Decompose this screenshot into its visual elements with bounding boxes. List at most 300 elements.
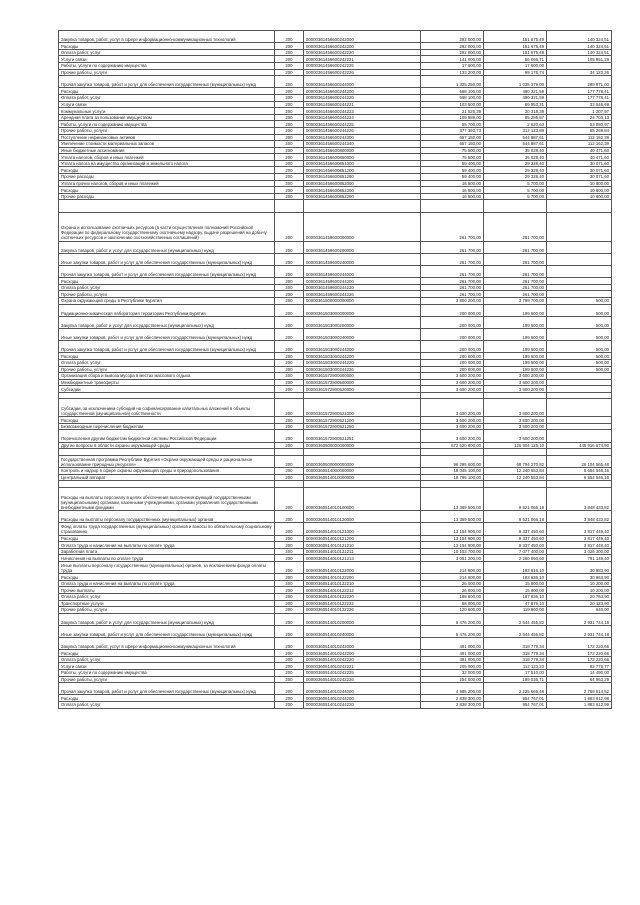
row-kbk-cell: 00000361456600244000	[304, 76, 421, 88]
unexecuted-amount-cell: 33 546,69	[547, 101, 612, 108]
executed-amount-cell: 3 600 200,00	[484, 379, 547, 386]
table-row	[59, 542, 612, 549]
unexecuted-amount-cell: 3 848 433,82	[547, 511, 612, 523]
row-kbk-cell: 00000361459600000000	[304, 212, 421, 241]
approved-amount-cell: 3 600 200,00	[421, 430, 484, 442]
row-name-cell: Расходы на выплаты персоналу государственных (муниципальных) органов	[59, 511, 275, 523]
row-name-cell: Закупка товаров, работ, услуг в сфере информационно-коммуникационных технологий	[59, 31, 275, 43]
row-name-cell: Уплата прочих налогов, сборов и иных платежей	[59, 180, 275, 187]
executed-amount-cell: 29 328,40	[484, 174, 547, 181]
unexecuted-amount-cell	[547, 449, 612, 456]
row-name-cell	[59, 449, 275, 456]
table-row	[59, 43, 612, 50]
executed-amount-cell: 3 600 200,00	[484, 386, 547, 393]
row-name-cell: Прочие работы, услуги	[59, 127, 275, 134]
row-kbk-cell	[304, 481, 421, 488]
row-code-cell: 200	[275, 69, 304, 76]
row-code-cell: 200	[275, 625, 304, 637]
row-name-cell	[59, 392, 275, 399]
row-name-cell: Услуги связи	[59, 663, 275, 670]
row-kbk-cell: 00000361503000200000	[304, 316, 421, 328]
row-code-cell: 200	[275, 56, 304, 63]
table-row	[59, 291, 612, 298]
row-kbk-cell	[304, 200, 421, 212]
unexecuted-amount-cell: 30 071,60	[547, 160, 612, 167]
approved-amount-cell: 3 600 200,00	[421, 417, 484, 424]
row-code-cell: 200	[275, 114, 304, 121]
unexecuted-amount-cell: 64 963,29	[547, 676, 612, 683]
row-name-cell: Межбюджетные трансферты	[59, 379, 275, 386]
unexecuted-amount-cell: 10 800,00	[547, 187, 612, 194]
row-name-cell: Прочие работы, услуги	[59, 607, 275, 614]
executed-amount-cell: 318 779,34	[484, 650, 547, 657]
executed-amount-cell: 151 675,49	[484, 49, 547, 56]
unexecuted-amount-cell: 2 759 514,52	[547, 683, 612, 695]
unexecuted-amount-cell: 177 778,41	[547, 88, 612, 95]
row-code-cell: 200	[275, 561, 304, 573]
row-kbk-cell: 00000360514010122226	[304, 607, 421, 614]
approved-amount-cell: 261 700,00	[421, 253, 484, 265]
row-code-cell: 200	[275, 455, 304, 467]
row-code-cell: 200	[275, 141, 304, 148]
unexecuted-amount-cell: 3 817 449,40	[547, 542, 612, 549]
table-body	[59, 31, 612, 709]
table-row	[59, 613, 612, 625]
executed-amount-cell: 29 328,40	[484, 167, 547, 174]
approved-amount-cell: 13 369 500,00	[421, 487, 484, 510]
row-code-cell: 200	[275, 683, 304, 695]
approved-amount-cell: 188 600,00	[421, 593, 484, 600]
executed-amount-cell: 261 700,00	[484, 241, 547, 253]
table-row	[59, 423, 612, 430]
table-row	[59, 468, 612, 475]
approved-amount-cell: 75 500,00	[421, 154, 484, 161]
unexecuted-amount-cell: 172 220,66	[547, 650, 612, 657]
unexecuted-amount-cell	[547, 284, 612, 291]
table-row	[59, 600, 612, 607]
row-kbk-cell: 00000361456600851200	[304, 167, 421, 174]
table-row	[59, 187, 612, 194]
unexecuted-amount-cell: 500,00	[547, 366, 612, 373]
row-kbk-cell: 00000361456600242226	[304, 69, 421, 76]
row-name-cell: Расходы	[59, 650, 275, 657]
row-name-cell: Расходы	[59, 574, 275, 581]
unexecuted-amount-cell: 1 883 612,99	[547, 702, 612, 709]
table-row	[59, 253, 612, 265]
table-row	[59, 430, 612, 442]
row-kbk-cell: 00000361456600244223	[304, 108, 421, 115]
row-kbk-cell: 00000360514010121213	[304, 555, 421, 562]
unexecuted-amount-cell: 14 490,00	[547, 670, 612, 677]
table-row	[59, 212, 612, 241]
row-name-cell: Оплата работ, услуг	[59, 284, 275, 291]
row-code-cell: 200	[275, 574, 304, 581]
approved-amount-cell: 214 600,00	[421, 574, 484, 581]
unexecuted-amount-cell: 2 931 744,18	[547, 613, 612, 625]
approved-amount-cell: 109 989,00	[421, 114, 484, 121]
row-name-cell: Субсидии, за исключением субсидий на софинансирование капитальных вложений в объекты государственной (муниципальной) собственности	[59, 399, 275, 417]
row-kbk-cell: 00000361456600850000	[304, 154, 421, 161]
unexecuted-amount-cell: 3 026 300,00	[547, 548, 612, 555]
approved-amount-cell: 26 000,00	[421, 587, 484, 594]
row-code-cell: 200	[275, 663, 304, 670]
row-kbk-cell: 00000360514010122220	[304, 593, 421, 600]
executed-amount-cell: 544 987,61	[484, 134, 547, 141]
executed-amount-cell: 167 836,10	[484, 593, 547, 600]
executed-amount-cell: 3 600 200,00	[484, 399, 547, 417]
approved-amount-cell: 3 600 200,00	[421, 423, 484, 430]
row-name-cell: Прочие работы, услуги	[59, 69, 275, 76]
unexecuted-amount-cell: 172 220,66	[547, 638, 612, 650]
row-code-cell: 200	[275, 670, 304, 677]
row-code-cell: 200	[275, 523, 304, 535]
approved-amount-cell: 2 838 300,00	[421, 702, 484, 709]
row-kbk-cell: 00000361459600244200	[304, 278, 421, 285]
row-name-cell: Иные закупки товаров, работ и услуг для обеспечения государственных (муниципальных) нужд	[59, 625, 275, 637]
unexecuted-amount-cell: 500,00	[547, 316, 612, 328]
approved-amount-cell: 133 200,00	[421, 69, 484, 76]
approved-amount-cell	[421, 449, 484, 456]
row-code-cell: 200	[275, 511, 304, 523]
row-code-cell: 200	[275, 278, 304, 285]
table-row	[59, 670, 612, 677]
executed-amount-cell: 199 500,00	[484, 353, 547, 360]
executed-amount-cell: 3 600 200,00	[484, 423, 547, 430]
row-name-cell: Расходы на выплаты персоналу в целях обеспечения выполнения функций государственными (муниципальными) органами, казенными учреждениями, органами управления государственными внебюджетными фондами	[59, 487, 275, 510]
row-kbk-cell: 00000361456600242221	[304, 56, 421, 63]
row-kbk-cell: 00000361456600244340	[304, 141, 421, 148]
row-name-cell: Иные выплаты персоналу государственных (муниципальных) органов, за исключением фонда оплаты труда	[59, 561, 275, 573]
row-code-cell: 200	[275, 304, 304, 316]
table-row	[59, 134, 612, 141]
row-name-cell: Радиационно-химическая лаборатория территории Республики Бурятия	[59, 304, 275, 316]
approved-amount-cell: 200 000,00	[421, 341, 484, 353]
row-kbk-cell: 00000361456600852000	[304, 180, 421, 187]
table-row	[59, 417, 612, 424]
row-code-cell: 200	[275, 134, 304, 141]
table-row	[59, 167, 612, 174]
approved-amount-cell: 2 838 300,00	[421, 695, 484, 702]
table-row	[59, 94, 612, 101]
row-kbk-cell: 00000361456600851290	[304, 174, 421, 181]
table-row	[59, 180, 612, 187]
row-name-cell: Закупка товаров, работ и услуг для государственных (муниципальных) нужд	[59, 241, 275, 253]
row-kbk-cell: 00000360514010122222	[304, 600, 421, 607]
row-kbk-cell: 00000361456600852200	[304, 187, 421, 194]
row-kbk-cell: 00000360514010120000	[304, 511, 421, 523]
row-code-cell: 200	[275, 656, 304, 663]
approved-amount-cell: 96 295 600,00	[421, 455, 484, 467]
executed-amount-cell: 1 035 379,00	[484, 76, 547, 88]
row-kbk-cell: 00000361456600242000	[304, 31, 421, 43]
executed-amount-cell: 47 876,10	[484, 600, 547, 607]
row-code-cell: 200	[275, 487, 304, 510]
unexecuted-amount-cell: 40 471,60	[547, 147, 612, 154]
executed-amount-cell: 954 767,01	[484, 695, 547, 702]
table-row	[59, 121, 612, 128]
row-name-cell: Охрана и использование охотничьих ресурсов (в части осуществления полномочий Российской Федерации по федеральному государственному охотничьему надзору, выдаче разрешений на добычу охотничьих ресурсов и заключению охотхозяйственных соглашений)	[59, 212, 275, 241]
row-code-cell: 200	[275, 291, 304, 298]
row-name-cell: Прочая закупка товаров, работ и услуг для обеспечения государственных (муниципальных) нужд	[59, 341, 275, 353]
row-name-cell: Оплата труда и начисления на выплаты по оплате труда	[59, 580, 275, 587]
table-row	[59, 481, 612, 488]
row-kbk-cell: 00000360514010244000	[304, 683, 421, 695]
row-name-cell: Расходы	[59, 43, 275, 50]
executed-amount-cell: 261 700,00	[484, 291, 547, 298]
row-code-cell: 200	[275, 121, 304, 128]
table-row	[59, 31, 612, 43]
row-code-cell: 200	[275, 187, 304, 194]
unexecuted-amount-cell	[547, 430, 612, 442]
approved-amount-cell: 75 500,00	[421, 147, 484, 154]
table-row	[59, 580, 612, 587]
approved-amount-cell: 68 000,00	[421, 600, 484, 607]
table-row	[59, 241, 612, 253]
table-row	[59, 702, 612, 709]
approved-amount-cell: 3 600 200,00	[421, 373, 484, 380]
row-code-cell: 200	[275, 297, 304, 304]
row-kbk-cell: 00000361456600800000	[304, 147, 421, 154]
unexecuted-amount-cell: 30 071,60	[547, 174, 612, 181]
row-name-cell: Другие вопросы в области охраны окружающей среды	[59, 442, 275, 449]
row-code-cell: 200	[275, 702, 304, 709]
unexecuted-amount-cell	[547, 200, 612, 212]
row-kbk-cell: 00000360514010121200	[304, 535, 421, 542]
executed-amount-cell: 5 700,00	[484, 187, 547, 194]
row-code-cell: 200	[275, 316, 304, 328]
approved-amount-cell	[421, 481, 484, 488]
table-row	[59, 359, 612, 366]
executed-amount-cell: 261 700,00	[484, 284, 547, 291]
table-row	[59, 607, 612, 614]
row-name-cell: Иные закупки товаров, работ и услуг для обеспечения государственных (муниципальных) нужд	[59, 328, 275, 340]
table-row	[59, 593, 612, 600]
unexecuted-amount-cell	[547, 481, 612, 488]
unexecuted-amount-cell: 20 763,90	[547, 593, 612, 600]
unexecuted-amount-cell: 34 123,26	[547, 69, 612, 76]
executed-amount-cell: 490 321,59	[484, 94, 547, 101]
row-name-cell: Иные бюджетные ассигнования	[59, 147, 275, 154]
row-kbk-cell: 00000360514010000000	[304, 474, 421, 481]
unexecuted-amount-cell: 1 883 612,99	[547, 695, 612, 702]
executed-amount-cell: 112 123,23	[484, 663, 547, 670]
executed-amount-cell: 5 700,00	[484, 193, 547, 200]
row-kbk-cell: 00000360514010122200	[304, 574, 421, 581]
table-row	[59, 379, 612, 386]
approved-amount-cell: 200 000,00	[421, 328, 484, 340]
executed-amount-cell: 199 500,00	[484, 304, 547, 316]
approved-amount-cell: 261 700,00	[421, 291, 484, 298]
approved-amount-cell: 261 700,00	[421, 284, 484, 291]
executed-amount-cell: 17 600,00	[484, 62, 547, 69]
row-kbk-cell: 00000360514010242000	[304, 638, 421, 650]
row-code-cell: 200	[275, 266, 304, 278]
table-row	[59, 266, 612, 278]
table-row	[59, 650, 612, 657]
row-code-cell: 200	[275, 638, 304, 650]
unexecuted-amount-cell	[547, 212, 612, 241]
table-row	[59, 101, 612, 108]
executed-amount-cell: 9 337 450,60	[484, 535, 547, 542]
executed-amount-cell: 318 779,34	[484, 638, 547, 650]
table-row	[59, 193, 612, 200]
row-name-cell: Оплата работ, услуг	[59, 49, 275, 56]
approved-amount-cell: 13 154 900,00	[421, 542, 484, 549]
unexecuted-amount-cell: 10 200,00	[547, 587, 612, 594]
executed-amount-cell: 261 700,00	[484, 278, 547, 285]
row-kbk-cell: 00000361456600244300	[304, 134, 421, 141]
row-kbk-cell: 00000361459600244226	[304, 291, 421, 298]
row-name-cell: Расходы	[59, 88, 275, 95]
executed-amount-cell: 9 521 066,18	[484, 511, 547, 523]
approved-amount-cell: 261 700,00	[421, 241, 484, 253]
row-name-cell: Прочие работы, услуги	[59, 291, 275, 298]
row-kbk-cell	[304, 449, 421, 456]
row-code-cell: 200	[275, 62, 304, 69]
row-name-cell: Расходы	[59, 187, 275, 194]
unexecuted-amount-cell: 10 800,00	[547, 180, 612, 187]
executed-amount-cell: 261 700,00	[484, 253, 547, 265]
unexecuted-amount-cell: 92 776,77	[547, 663, 612, 670]
unexecuted-amount-cell: 112 162,39	[547, 141, 612, 148]
row-code-cell: 200	[275, 43, 304, 50]
approved-amount-cell: 13 154 900,00	[421, 523, 484, 535]
executed-amount-cell: 189 036,71	[484, 676, 547, 683]
executed-amount-cell: 2 544 455,82	[484, 613, 547, 625]
executed-amount-cell	[484, 481, 547, 488]
row-code-cell: 200	[275, 76, 304, 88]
row-name-cell: Прочая закупка товаров, работ и услуг для обеспечения государственных (муниципальных) нужд	[59, 683, 275, 695]
approved-amount-cell: 16 500,00	[421, 180, 484, 187]
row-code-cell: 200	[275, 468, 304, 475]
executed-amount-cell: 3 799 700,00	[484, 297, 547, 304]
table-row	[59, 200, 612, 212]
approved-amount-cell: 120 600,00	[421, 607, 484, 614]
executed-amount-cell	[484, 449, 547, 456]
table-row	[59, 88, 612, 95]
row-name-cell: Услуги связи	[59, 101, 275, 108]
table-row	[59, 141, 612, 148]
unexecuted-amount-cell: 40 471,60	[547, 154, 612, 161]
table-row	[59, 638, 612, 650]
row-kbk-cell: 00000361459600240000	[304, 253, 421, 265]
row-name-cell: Работы, услуги по содержанию имущества	[59, 121, 275, 128]
executed-amount-cell: 199 500,00	[484, 359, 547, 366]
approved-amount-cell: 657 150,00	[421, 141, 484, 148]
unexecuted-amount-cell	[547, 423, 612, 430]
row-kbk-cell: 00000361459600244000	[304, 266, 421, 278]
executed-amount-cell: 17 510,00	[484, 670, 547, 677]
row-code-cell: 200	[275, 442, 304, 449]
executed-amount-cell: 5 700,00	[484, 180, 547, 187]
row-kbk-cell: 00000361456600244225	[304, 121, 421, 128]
approved-amount-cell: 21 526,39	[421, 108, 484, 115]
unexecuted-amount-cell: 10 200,00	[547, 580, 612, 587]
row-name-cell: Расходы	[59, 353, 275, 360]
row-name-cell: Центральный аппарат	[59, 474, 275, 481]
unexecuted-amount-cell: 30 983,90	[547, 561, 612, 573]
row-kbk-cell: 00000361456600244221	[304, 101, 421, 108]
row-name-cell: Прочая закупка товаров, работ и услуг для обеспечения государственных (муниципальных) нужд	[59, 266, 275, 278]
row-name-cell: Арендная плата за пользование имуществом	[59, 114, 275, 121]
unexecuted-amount-cell: 10 800,00	[547, 193, 612, 200]
row-code-cell: 200	[275, 88, 304, 95]
table-row	[59, 587, 612, 594]
executed-amount-cell: 9 521 066,18	[484, 487, 547, 510]
row-kbk-cell: 00000361572900521250	[304, 423, 421, 430]
approved-amount-cell: 214 600,00	[421, 561, 484, 573]
table-row	[59, 386, 612, 393]
table-row	[59, 392, 612, 399]
executed-amount-cell: 183 636,10	[484, 574, 547, 581]
unexecuted-amount-cell	[547, 278, 612, 285]
table-row	[59, 341, 612, 353]
executed-amount-cell: 3 600 200,00	[484, 373, 547, 380]
unexecuted-amount-cell	[547, 379, 612, 386]
row-name-cell: Услуги связи	[59, 56, 275, 63]
row-kbk-cell: 00000360500000000000	[304, 455, 421, 467]
unexecuted-amount-cell: 445 916 674,90	[547, 442, 612, 449]
table-row	[59, 474, 612, 481]
row-name-cell: Прочие работы, услуги	[59, 366, 275, 373]
row-name-cell: Оплата работ, услуг	[59, 702, 275, 709]
row-code-cell: 200	[275, 386, 304, 393]
row-code-cell: 200	[275, 587, 304, 594]
approved-amount-cell: 59 400,00	[421, 160, 484, 167]
approved-amount-cell: 205 000,00	[421, 663, 484, 670]
row-kbk-cell: 00000361572900000000	[304, 373, 421, 380]
row-kbk-cell: 00000360514010244200	[304, 695, 421, 702]
approved-amount-cell: 3 051 200,00	[421, 555, 484, 562]
row-kbk-cell: 00000361503000000000	[304, 304, 421, 316]
row-name-cell	[59, 481, 275, 488]
executed-amount-cell	[484, 200, 547, 212]
table-row	[59, 278, 612, 285]
approved-amount-cell: 5 476 200,00	[421, 625, 484, 637]
unexecuted-amount-cell	[547, 399, 612, 417]
table-row	[59, 304, 612, 316]
table-row	[59, 366, 612, 373]
row-name-cell: Прочие расходы	[59, 193, 275, 200]
row-name-cell: Начисления на выплаты по оплате труда	[59, 555, 275, 562]
table-row	[59, 511, 612, 523]
table-row	[59, 76, 612, 88]
row-code-cell: 200	[275, 593, 304, 600]
table-row	[59, 56, 612, 63]
table-row	[59, 108, 612, 115]
approved-amount-cell: 10 103 700,00	[421, 548, 484, 555]
executed-amount-cell: 12 240 553,84	[484, 468, 547, 475]
row-code-cell: 200	[275, 695, 304, 702]
row-code-cell: 200	[275, 341, 304, 353]
row-kbk-cell: 00000361456600244226	[304, 127, 421, 134]
row-code-cell: 200	[275, 160, 304, 167]
table-row	[59, 154, 612, 161]
row-name-cell: Оплата работ, услуг	[59, 359, 275, 366]
row-code-cell: 200	[275, 535, 304, 542]
table-row	[59, 147, 612, 154]
unexecuted-amount-cell	[547, 386, 612, 393]
row-name-cell: Иные закупки товаров, работ и услуг для обеспечения государственных (муниципальных) нужд	[59, 253, 275, 265]
unexecuted-amount-cell: 500,00	[547, 328, 612, 340]
row-code-cell: 200	[275, 284, 304, 291]
unexecuted-amount-cell	[547, 266, 612, 278]
table-row	[59, 683, 612, 695]
unexecuted-amount-cell: 26 104 565,48	[547, 455, 612, 467]
row-kbk-cell: 00000360514010242226	[304, 676, 421, 683]
row-code-cell: 200	[275, 366, 304, 373]
approved-amount-cell: 13 154 900,00	[421, 535, 484, 542]
